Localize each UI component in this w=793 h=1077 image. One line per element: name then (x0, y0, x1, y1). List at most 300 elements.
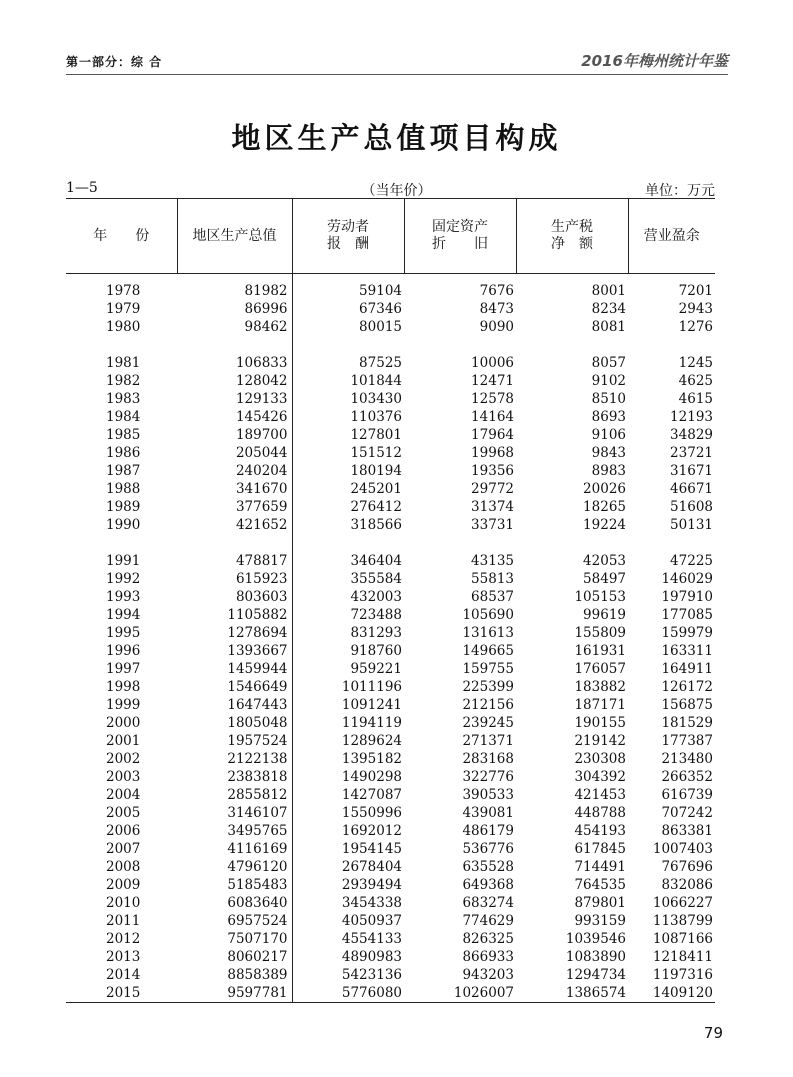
cell-labor-compensation: 1194119 (341, 715, 402, 731)
table-number: 1—5 (66, 180, 98, 196)
cell-operating-surplus: 832086 (661, 877, 713, 893)
cell-depreciation: 19356 (471, 463, 514, 479)
spacer-cell (177, 336, 292, 354)
cell-year: 2000 (106, 715, 141, 731)
cell-labor-compensation: 1427087 (341, 787, 402, 803)
cell-net-production-tax: 8081 (591, 319, 626, 335)
cell-year: 2008 (106, 859, 141, 875)
cell-year: 2009 (106, 877, 141, 893)
cell-year: 1998 (106, 679, 141, 695)
table-row (66, 876, 715, 894)
cell-labor-compensation: 2678404 (341, 859, 402, 875)
table-row (66, 462, 715, 480)
cell-operating-surplus: 266352 (661, 769, 713, 785)
cell-operating-surplus: 1087166 (652, 931, 713, 947)
cell-gdp: 81982 (177, 274, 292, 301)
header-tax-line1: 生产税 (551, 219, 593, 235)
spacer-cell (177, 534, 292, 552)
cell-gdp: 5185483 (177, 876, 292, 894)
table-row (66, 804, 715, 822)
cell-net-production-tax: 219142 (574, 733, 626, 749)
table-row (66, 732, 715, 750)
cell-year: 1994 (106, 607, 141, 623)
table-row (66, 498, 715, 516)
cell-operating-surplus: 1138799 (652, 913, 713, 929)
spacer-cell (66, 336, 177, 354)
cell-net-production-tax: 161931 (574, 643, 626, 659)
price-basis-note: （当年价） (361, 183, 432, 199)
cell-year: 2013 (106, 949, 141, 965)
table-row (66, 678, 715, 696)
cell-gdp: 189700 (177, 426, 292, 444)
header-depreciation-line2: 折 旧 (432, 236, 488, 252)
cell-depreciation: 10006 (471, 355, 514, 371)
cell-net-production-tax: 1294734 (565, 967, 626, 983)
cell-labor-compensation: 1289624 (341, 733, 402, 749)
cell-depreciation: 31374 (471, 499, 514, 515)
cell-labor-compensation: 3454338 (341, 895, 402, 911)
cell-year: 1992 (106, 571, 141, 587)
cell-year: 1988 (106, 481, 141, 497)
cell-gdp: 145426 (177, 408, 292, 426)
cell-labor-compensation: 101844 (350, 373, 402, 389)
cell-operating-surplus: 1245 (678, 355, 713, 371)
group-spacer-row (66, 534, 715, 552)
header-tax-line2: 净 额 (551, 236, 593, 252)
cell-year: 2012 (106, 931, 141, 947)
table-row (66, 696, 715, 714)
cell-depreciation: 8473 (479, 301, 514, 317)
cell-depreciation: 826325 (462, 931, 514, 947)
cell-net-production-tax: 9106 (591, 427, 626, 443)
table-row (66, 948, 715, 966)
cell-operating-surplus: 863381 (661, 823, 713, 839)
cell-year: 1978 (106, 283, 141, 299)
header-operating-surplus: 营业盈余 (628, 199, 715, 274)
cell-operating-surplus: 616739 (661, 787, 713, 803)
cell-depreciation: 17964 (471, 427, 514, 443)
cell-depreciation: 271371 (462, 733, 514, 749)
cell-net-production-tax: 183882 (574, 679, 626, 695)
cell-net-production-tax: 304392 (574, 769, 626, 785)
header-gdp: 地区生产总值 (177, 199, 292, 274)
cell-net-production-tax: 421453 (574, 787, 626, 803)
cell-operating-surplus: 1409120 (628, 984, 715, 1003)
cell-net-production-tax: 993159 (574, 913, 626, 929)
cell-year: 2003 (106, 769, 141, 785)
cell-labor-compensation: 127801 (350, 427, 402, 443)
table-row (66, 372, 715, 390)
cell-year: 1987 (106, 463, 141, 479)
cell-year: 1979 (106, 301, 141, 317)
cell-gdp: 7507170 (177, 930, 292, 948)
cell-net-production-tax: 190155 (574, 715, 626, 731)
header-year: 年 份 (66, 199, 177, 274)
table-row (66, 912, 715, 930)
spacer-cell (404, 534, 516, 552)
cell-labor-compensation: 2939494 (341, 877, 402, 893)
cell-depreciation: 390533 (462, 787, 514, 803)
header-net-production-tax (516, 199, 628, 274)
cell-gdp: 1459944 (177, 660, 292, 678)
cell-gdp: 128042 (177, 372, 292, 390)
cell-gdp: 341670 (177, 480, 292, 498)
cell-depreciation: 439081 (462, 805, 514, 821)
cell-net-production-tax: 1083890 (565, 949, 626, 965)
cell-year: 2002 (106, 751, 141, 767)
cell-year: 2004 (106, 787, 141, 803)
cell-depreciation: 43135 (471, 553, 514, 569)
cell-operating-surplus: 50131 (670, 517, 713, 533)
table-row (66, 480, 715, 498)
cell-net-production-tax: 617845 (574, 841, 626, 857)
cell-net-production-tax: 454193 (574, 823, 626, 839)
cell-gdp: 106833 (177, 354, 292, 372)
cell-net-production-tax: 714491 (574, 859, 626, 875)
table-row (66, 606, 715, 624)
cell-labor-compensation: 87525 (359, 355, 402, 371)
header-labor-line1: 劳动者 (327, 219, 369, 235)
table-row (66, 570, 715, 588)
gdp-composition-table (66, 198, 715, 1003)
cell-depreciation: 14164 (471, 409, 514, 425)
table-row (66, 786, 715, 804)
cell-gdp: 9597781 (177, 984, 292, 1003)
cell-operating-surplus: 1218411 (652, 949, 713, 965)
cell-net-production-tax: 18265 (583, 499, 626, 515)
cell-operating-surplus: 163311 (661, 643, 713, 659)
cell-depreciation: 12578 (471, 391, 514, 407)
cell-net-production-tax: 8057 (591, 355, 626, 371)
cell-gdp: 3146107 (177, 804, 292, 822)
cell-gdp: 615923 (177, 570, 292, 588)
cell-gdp: 421652 (177, 516, 292, 534)
spacer-cell (66, 534, 177, 552)
cell-labor-compensation: 723488 (350, 607, 402, 623)
table-row (66, 318, 715, 336)
cell-gdp: 6083640 (177, 894, 292, 912)
cell-year: 2011 (106, 913, 141, 929)
table-row (66, 930, 715, 948)
cell-operating-surplus: 197910 (661, 589, 713, 605)
cell-year: 1984 (106, 409, 141, 425)
table-row (66, 768, 715, 786)
cell-labor-compensation: 1954145 (341, 841, 402, 857)
cell-year: 1991 (106, 553, 141, 569)
cell-labor-compensation: 1091241 (341, 697, 402, 713)
cell-net-production-tax: 105153 (574, 589, 626, 605)
cell-depreciation: 225399 (462, 679, 514, 695)
cell-depreciation: 131613 (462, 625, 514, 641)
cell-depreciation: 55813 (471, 571, 514, 587)
cell-year: 1993 (106, 589, 141, 605)
cell-gdp: 1546649 (177, 678, 292, 696)
spacer-cell (628, 336, 715, 354)
cell-net-production-tax: 9102 (591, 373, 626, 389)
unit-note: 单位：万元 (645, 183, 715, 199)
cell-labor-compensation: 831293 (350, 625, 402, 641)
cell-net-production-tax: 20026 (583, 481, 626, 497)
cell-depreciation: 33731 (471, 517, 514, 533)
cell-operating-surplus: 7201 (678, 283, 713, 299)
table-row (66, 588, 715, 606)
cell-operating-surplus: 126172 (661, 679, 713, 695)
cell-gdp: 2855812 (177, 786, 292, 804)
cell-operating-surplus: 213480 (661, 751, 713, 767)
cell-year: 1997 (106, 661, 141, 677)
cell-depreciation: 1026007 (404, 984, 516, 1003)
table-row (66, 660, 715, 678)
cell-operating-surplus: 177085 (661, 607, 713, 623)
cell-year: 2001 (106, 733, 141, 749)
cell-year: 1989 (106, 499, 141, 515)
section-label: 第一部分：综 合 (66, 55, 163, 69)
cell-year: 1983 (106, 391, 141, 407)
cell-labor-compensation: 1692012 (341, 823, 402, 839)
cell-year: 1999 (106, 697, 141, 713)
cell-labor-compensation: 103430 (350, 391, 402, 407)
cell-gdp: 478817 (177, 552, 292, 570)
cell-gdp: 2122138 (177, 750, 292, 768)
cell-operating-surplus: 12193 (670, 409, 713, 425)
cell-operating-surplus: 47225 (670, 553, 713, 569)
running-header (66, 44, 728, 75)
cell-net-production-tax: 448788 (574, 805, 626, 821)
table-row (66, 552, 715, 570)
table-row (66, 516, 715, 534)
spacer-cell (292, 336, 404, 354)
spacer-cell (404, 336, 516, 354)
table-row (66, 894, 715, 912)
cell-depreciation: 774629 (462, 913, 514, 929)
cell-operating-surplus: 159979 (661, 625, 713, 641)
cell-net-production-tax: 9843 (591, 445, 626, 461)
cell-depreciation: 283168 (462, 751, 514, 767)
cell-labor-compensation: 318566 (350, 517, 402, 533)
cell-depreciation: 212156 (462, 697, 514, 713)
cell-net-production-tax: 764535 (574, 877, 626, 893)
cell-depreciation: 943203 (462, 967, 514, 983)
spacer-cell (516, 336, 628, 354)
cell-operating-surplus: 1007403 (652, 841, 713, 857)
cell-labor-compensation: 432003 (350, 589, 402, 605)
cell-labor-compensation: 918760 (350, 643, 402, 659)
cell-net-production-tax: 8983 (591, 463, 626, 479)
cell-depreciation: 683274 (462, 895, 514, 911)
table-row (66, 274, 715, 301)
cell-labor-compensation: 151512 (350, 445, 402, 461)
cell-gdp: 1647443 (177, 696, 292, 714)
table-row (66, 750, 715, 768)
table-row (66, 444, 715, 462)
cell-depreciation: 29772 (471, 481, 514, 497)
cell-depreciation: 486179 (462, 823, 514, 839)
cell-labor-compensation: 5776080 (292, 984, 404, 1003)
yearbook-title: 2016年梅州统计年鉴 (581, 52, 728, 70)
cell-year: 2006 (106, 823, 141, 839)
cell-net-production-tax: 230308 (574, 751, 626, 767)
cell-depreciation: 635528 (462, 859, 514, 875)
cell-labor-compensation: 355584 (350, 571, 402, 587)
page-title: 地区生产总值项目构成 (231, 121, 562, 155)
cell-year: 2015 (66, 984, 177, 1003)
table-body (66, 274, 715, 1003)
cell-year: 2005 (106, 805, 141, 821)
cell-year: 1985 (106, 427, 141, 443)
cell-gdp: 1105882 (177, 606, 292, 624)
cell-labor-compensation: 67346 (359, 301, 402, 317)
cell-depreciation: 19968 (471, 445, 514, 461)
cell-year: 1982 (106, 373, 141, 389)
cell-depreciation: 322776 (462, 769, 514, 785)
cell-year: 1996 (106, 643, 141, 659)
cell-year: 2010 (106, 895, 141, 911)
cell-year: 1995 (106, 625, 141, 641)
cell-operating-surplus: 34829 (670, 427, 713, 443)
cell-labor-compensation: 59104 (359, 283, 402, 299)
table-row (66, 390, 715, 408)
cell-net-production-tax: 879801 (574, 895, 626, 911)
cell-labor-compensation: 1395182 (341, 751, 402, 767)
header-labor-compensation (292, 199, 404, 274)
cell-net-production-tax: 8001 (591, 283, 626, 299)
table-row (66, 984, 715, 1003)
cell-operating-surplus: 1066227 (652, 895, 713, 911)
table-row (66, 642, 715, 660)
cell-operating-surplus: 767696 (661, 859, 713, 875)
cell-gdp: 240204 (177, 462, 292, 480)
cell-depreciation: 536776 (462, 841, 514, 857)
header-depreciation (404, 199, 516, 274)
cell-net-production-tax: 8234 (591, 301, 626, 317)
cell-gdp: 1278694 (177, 624, 292, 642)
table-header-row (66, 199, 715, 274)
cell-gdp: 129133 (177, 390, 292, 408)
cell-operating-surplus: 46671 (670, 481, 713, 497)
group-spacer-row (66, 336, 715, 354)
cell-gdp: 1957524 (177, 732, 292, 750)
spacer-cell (292, 534, 404, 552)
cell-depreciation: 159755 (462, 661, 514, 677)
cell-net-production-tax: 176057 (574, 661, 626, 677)
cell-gdp: 2383818 (177, 768, 292, 786)
cell-gdp: 205044 (177, 444, 292, 462)
cell-operating-surplus: 2943 (678, 301, 713, 317)
cell-gdp: 8060217 (177, 948, 292, 966)
cell-gdp: 1393667 (177, 642, 292, 660)
cell-labor-compensation: 1490298 (341, 769, 402, 785)
cell-operating-surplus: 1276 (678, 319, 713, 335)
table-row (66, 408, 715, 426)
cell-net-production-tax: 99619 (583, 607, 626, 623)
table-row (66, 966, 715, 984)
cell-depreciation: 649368 (462, 877, 514, 893)
cell-depreciation: 105690 (462, 607, 514, 623)
table-row (66, 300, 715, 318)
cell-gdp: 8858389 (177, 966, 292, 984)
cell-net-production-tax: 8693 (591, 409, 626, 425)
cell-year: 1990 (106, 517, 141, 533)
cell-gdp: 86996 (177, 300, 292, 318)
cell-depreciation: 7676 (479, 283, 514, 299)
cell-depreciation: 866933 (462, 949, 514, 965)
cell-operating-surplus: 4615 (678, 391, 713, 407)
cell-depreciation: 68537 (471, 589, 514, 605)
cell-gdp: 3495765 (177, 822, 292, 840)
cell-gdp: 4116169 (177, 840, 292, 858)
cell-operating-surplus: 23721 (670, 445, 713, 461)
cell-labor-compensation: 110376 (350, 409, 402, 425)
cell-year: 1981 (106, 355, 141, 371)
table-row (66, 426, 715, 444)
cell-operating-surplus: 51608 (670, 499, 713, 515)
cell-depreciation: 149665 (462, 643, 514, 659)
cell-labor-compensation: 5423136 (341, 967, 402, 983)
page-number: 79 (703, 1024, 723, 1042)
table-row (66, 624, 715, 642)
cell-labor-compensation: 1011196 (341, 679, 402, 695)
cell-gdp: 803603 (177, 588, 292, 606)
cell-gdp: 98462 (177, 318, 292, 336)
cell-labor-compensation: 1550996 (341, 805, 402, 821)
cell-net-production-tax: 19224 (583, 517, 626, 533)
cell-operating-surplus: 31671 (670, 463, 713, 479)
cell-operating-surplus: 164911 (661, 661, 713, 677)
cell-year: 1980 (106, 319, 141, 335)
cell-labor-compensation: 180194 (350, 463, 402, 479)
table-row (66, 840, 715, 858)
cell-net-production-tax: 187171 (574, 697, 626, 713)
header-depreciation-line1: 固定资产 (432, 219, 488, 235)
cell-net-production-tax: 1039546 (565, 931, 626, 947)
cell-year: 2007 (106, 841, 141, 857)
cell-net-production-tax: 1386574 (516, 984, 628, 1003)
cell-operating-surplus: 177387 (661, 733, 713, 749)
cell-net-production-tax: 155809 (574, 625, 626, 641)
table-row (66, 354, 715, 372)
header-labor-line2: 报 酬 (327, 236, 369, 252)
cell-depreciation: 12471 (471, 373, 514, 389)
spacer-cell (628, 534, 715, 552)
cell-net-production-tax: 58497 (583, 571, 626, 587)
cell-gdp: 377659 (177, 498, 292, 516)
spacer-cell (516, 534, 628, 552)
table-row (66, 858, 715, 876)
cell-gdp: 6957524 (177, 912, 292, 930)
cell-depreciation: 239245 (462, 715, 514, 731)
cell-labor-compensation: 4050937 (341, 913, 402, 929)
cell-year: 2014 (106, 967, 141, 983)
cell-year: 1986 (106, 445, 141, 461)
cell-gdp: 4796120 (177, 858, 292, 876)
cell-labor-compensation: 4890983 (341, 949, 402, 965)
cell-operating-surplus: 181529 (661, 715, 713, 731)
cell-operating-surplus: 707242 (661, 805, 713, 821)
cell-operating-surplus: 156875 (661, 697, 713, 713)
cell-operating-surplus: 146029 (661, 571, 713, 587)
cell-net-production-tax: 42053 (583, 553, 626, 569)
table-row (66, 714, 715, 732)
cell-labor-compensation: 276412 (350, 499, 402, 515)
cell-labor-compensation: 346404 (350, 553, 402, 569)
cell-gdp: 1805048 (177, 714, 292, 732)
cell-operating-surplus: 1197316 (652, 967, 713, 983)
cell-labor-compensation: 80015 (359, 319, 402, 335)
cell-depreciation: 9090 (479, 319, 514, 335)
table-row (66, 822, 715, 840)
cell-labor-compensation: 4554133 (341, 931, 402, 947)
cell-labor-compensation: 245201 (350, 481, 402, 497)
